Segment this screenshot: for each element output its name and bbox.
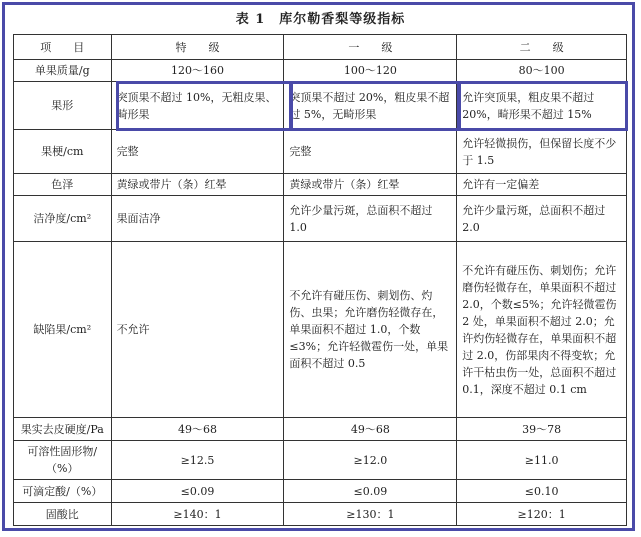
table-row bbox=[14, 242, 627, 418]
cell-first: 49～68 bbox=[284, 418, 457, 441]
cell-first: 突顶果不超过 20%，粗皮果不超过 5%，无畸形果 bbox=[284, 82, 457, 130]
row-label: 果形 bbox=[14, 82, 112, 130]
table-row bbox=[14, 480, 627, 503]
cell-special: 不允许 bbox=[111, 242, 284, 418]
header-second: 二 级 bbox=[457, 35, 627, 60]
cell-special: 120～160 bbox=[111, 60, 284, 82]
header-item: 项 目 bbox=[14, 35, 112, 60]
cell-second: 允许少量污斑，总面积不超过 2.0 bbox=[457, 196, 627, 242]
cell-special: 果面洁净 bbox=[111, 196, 284, 242]
cell-second: ≤0.10 bbox=[457, 480, 627, 503]
grade-table bbox=[13, 34, 627, 526]
table-row bbox=[14, 441, 627, 480]
cell-second: 不允许有碰压伤、刺划伤；允许磨伤轻微存在，单果面积不超过 2.0，个数≤5%；允许轻微雹伤 2 处，单果面积不超过 2.0；允许灼伤轻微存在，单果面积不超过 2.0，伤部果肉不得变软；允许干枯虫伤一处，总面积不超过 0.1，深度不超过 0.1 cm bbox=[457, 242, 627, 418]
table-row bbox=[14, 196, 627, 242]
row-label: 可溶性固形物/（%） bbox=[14, 441, 112, 480]
table-row bbox=[14, 130, 627, 174]
cell-second: ≥11.0 bbox=[457, 441, 627, 480]
cell-first: 不允许有碰压伤、刺划伤、灼伤、虫果；允许磨伤轻微存在，单果面积不超过 1.0，个数≤3%；允许轻微雹伤一处，单果面积不超过 0.5 bbox=[284, 242, 457, 418]
cell-second: 80～100 bbox=[457, 60, 627, 82]
table-row bbox=[14, 503, 627, 526]
row-label: 果实去皮硬度/Pa bbox=[14, 418, 112, 441]
table-title: 表 1 库尔勒香梨等级指标 bbox=[235, 12, 406, 27]
header-row bbox=[14, 35, 627, 60]
cell-special: 49～68 bbox=[111, 418, 284, 441]
row-label: 可滴定酸/（%） bbox=[14, 480, 112, 503]
cell-second: 允许轻微损伤，但保留长度不少于 1.5 bbox=[457, 130, 627, 174]
cell-first: 黄绿或带片（条）红晕 bbox=[284, 174, 457, 196]
cell-second: ≥120：1 bbox=[457, 503, 627, 526]
cell-second: 允许有一定偏差 bbox=[457, 174, 627, 196]
cell-special: 黄绿或带片（条）红晕 bbox=[111, 174, 284, 196]
cell-first: 完整 bbox=[284, 130, 457, 174]
row-label: 单果质量/g bbox=[14, 60, 112, 82]
table-row bbox=[14, 174, 627, 196]
cell-special: ≥12.5 bbox=[111, 441, 284, 480]
cell-first: ≤0.09 bbox=[284, 480, 457, 503]
cell-first: ≥12.0 bbox=[284, 441, 457, 480]
cell-special: ≤0.09 bbox=[111, 480, 284, 503]
header-first: 一 级 bbox=[284, 35, 457, 60]
row-label: 洁净度/cm² bbox=[14, 196, 112, 242]
cell-special: 完整 bbox=[111, 130, 284, 174]
table-row bbox=[14, 82, 627, 130]
cell-special: ≥140：1 bbox=[111, 503, 284, 526]
cell-first: 允许少量污斑，总面积不超过 1.0 bbox=[284, 196, 457, 242]
row-label: 缺陷果/cm² bbox=[14, 242, 112, 418]
row-label: 果梗/cm bbox=[14, 130, 112, 174]
cell-second: 允许突顶果，粗皮果不超过 20%，畸形果不超过 15% bbox=[457, 82, 627, 130]
cell-special: 突顶果不超过 10%，无粗皮果、畸形果 bbox=[111, 82, 284, 130]
row-label: 固酸比 bbox=[14, 503, 112, 526]
table-row bbox=[14, 60, 627, 82]
cell-second: 39～78 bbox=[457, 418, 627, 441]
cell-first: ≥130：1 bbox=[284, 503, 457, 526]
row-label: 色泽 bbox=[14, 174, 112, 196]
header-special: 特 级 bbox=[111, 35, 284, 60]
table-row bbox=[14, 418, 627, 441]
cell-first: 100～120 bbox=[284, 60, 457, 82]
